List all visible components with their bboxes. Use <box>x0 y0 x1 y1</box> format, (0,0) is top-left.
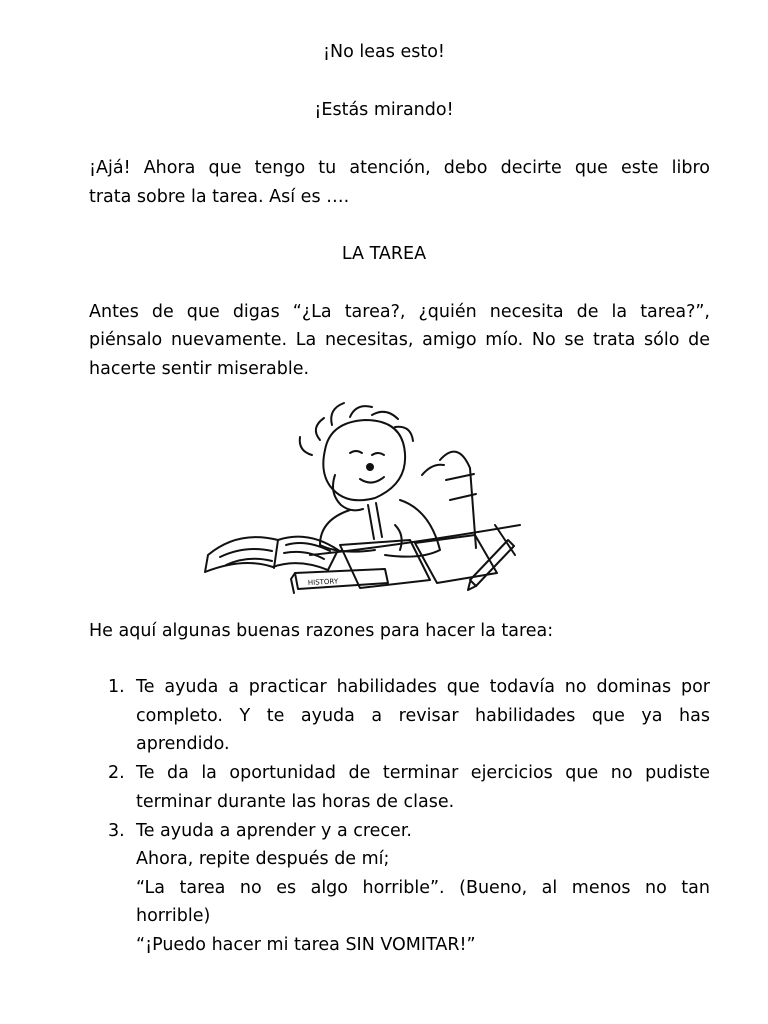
list-item-1-line-3: aprendido. <box>136 734 230 754</box>
paragraph-line-1: Antes de que digas “¿La tarea?, ¿quién necesita de la tarea?”, <box>89 302 710 322</box>
list-item-3-line-5: “¡Puedo hacer mi tarea SIN VOMITAR!” <box>136 935 476 955</box>
list-item-2-line-1: Te da la oportunidad de terminar ejercicios que no pudiste <box>136 763 710 783</box>
list-number-2: 2. <box>108 763 125 783</box>
paragraph-line-3: hacerte sentir miserable. <box>89 359 310 379</box>
title-no-leas-esto: ¡No leas esto! <box>323 42 445 62</box>
list-item-3-line-3: “La tarea no es algo horrible”. (Bueno, al menos no tan <box>136 878 710 898</box>
list-item-3-line-4: horrible) <box>136 906 211 926</box>
intro-line-2: trata sobre la tarea. Así es …. <box>89 187 350 207</box>
list-number-1: 1. <box>108 677 125 697</box>
history-book-label: HISTORY <box>307 577 339 587</box>
title-estas-mirando: ¡Estás mirando! <box>314 100 454 120</box>
list-item-1-line-1: Te ayuda a practicar habilidades que todavía no dominas por <box>136 677 710 697</box>
heading-la-tarea: LA TAREA <box>341 244 427 264</box>
paragraph-line-2: piénsalo nuevamente. La necesitas, amigo mío. No se trata sólo de <box>89 330 710 350</box>
list-item-2-line-2: terminar durante las horas de clase. <box>136 792 455 812</box>
child-studying-illustration <box>200 395 540 595</box>
list-item-1-line-2: completo. Y te ayuda a revisar habilidades que ya has <box>136 706 710 726</box>
reasons-intro: He aquí algunas buenas razones para hacer la tarea: <box>89 621 554 641</box>
list-number-3: 3. <box>108 821 125 841</box>
list-item-3-line-1: Te ayuda a aprender y a crecer. <box>136 821 412 841</box>
list-item-3-line-2: Ahora, repite después de mí; <box>136 849 390 869</box>
intro-line-1: ¡Ajá! Ahora que tengo tu atención, debo decirte que este libro <box>89 158 710 178</box>
